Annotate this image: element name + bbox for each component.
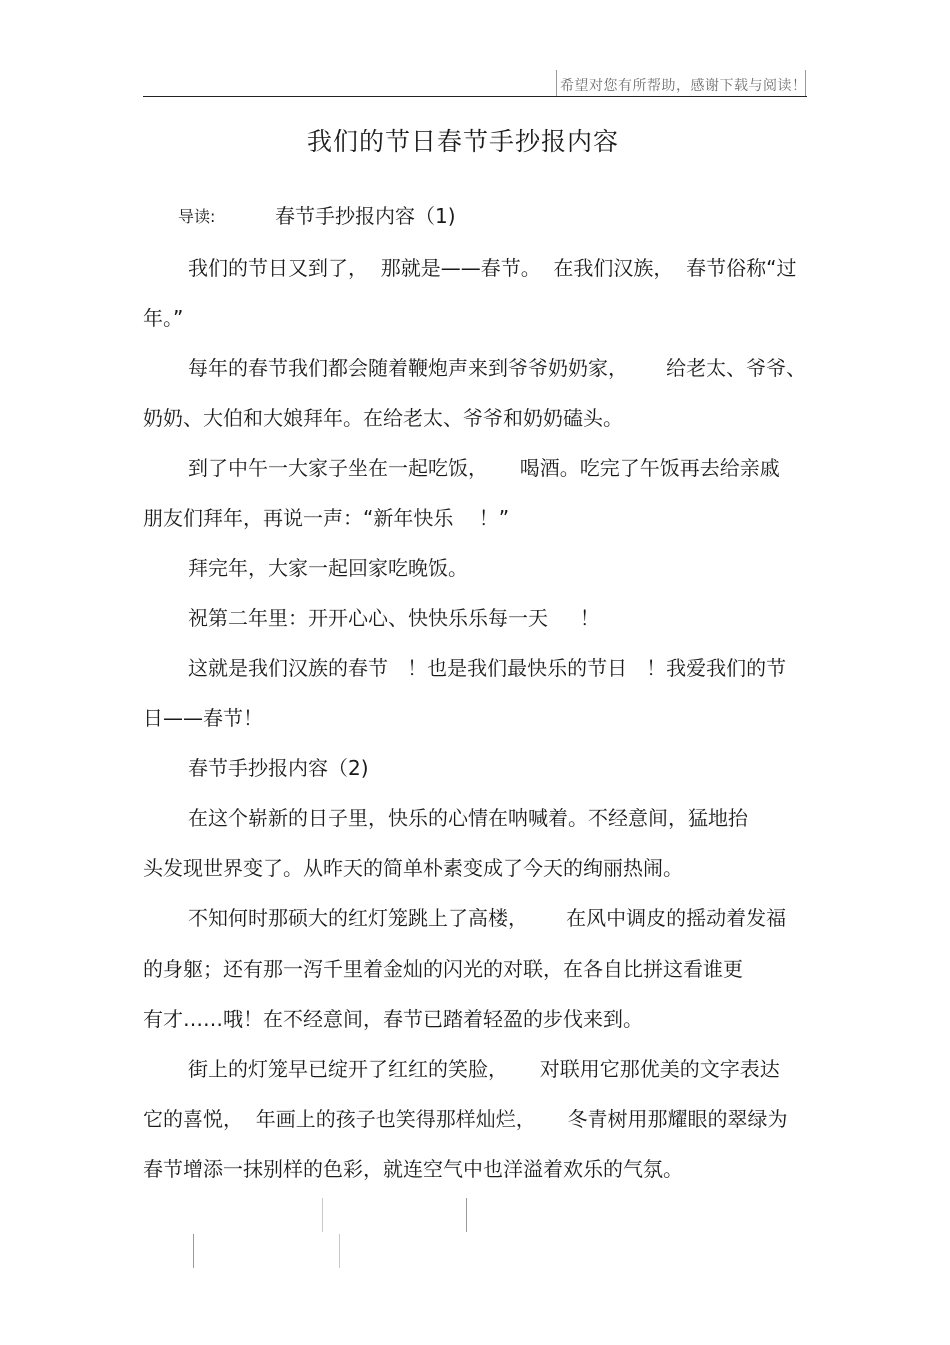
- paragraph-line: 头发现世界变了。从昨天的简单朴素变成了今天的绚丽热闹。: [143, 856, 683, 880]
- paragraph-line: 街上的灯笼早已绽开了红红的笑脸， 对联用它那优美的文字表达: [188, 1057, 780, 1081]
- page-title: 我们的节日春节手抄报内容: [306, 127, 619, 156]
- paragraph-line: 它的喜悦， 年画上的孩子也笑得那样灿烂， 冬青树用那耀眼的翠绿为: [143, 1107, 788, 1131]
- paragraph-line: 奶奶、大伯和大娘拜年。在给老太、爷爷和奶奶磕头。: [143, 406, 623, 430]
- scan-artifact-line: [466, 1198, 467, 1232]
- paragraph-line: 拜完年，大家一起回家吃晚饭。: [188, 556, 468, 580]
- paragraph-line: 年。”: [143, 306, 184, 330]
- paragraph-line: 每年的春节我们都会随着鞭炮声来到爷爷奶奶家， 给老太、爷爷、: [188, 356, 807, 380]
- paragraph-line: 春节增添一抹别样的色彩，就连空气中也洋溢着欢乐的气氛。: [143, 1157, 683, 1181]
- header-rule: [143, 96, 807, 97]
- paragraph-line: 到了中午一大家子坐在一起吃饭， 喝酒。吃完了午饭再去给亲戚: [188, 456, 780, 480]
- section-heading: 春节手抄报内容（2): [188, 756, 369, 780]
- scan-artifact-line: [193, 1234, 194, 1268]
- scan-artifact-line: [322, 1198, 323, 1232]
- paragraph-line: 祝第二年里：开开心心、快快乐乐每一天 ！: [188, 606, 600, 630]
- lead-label: 导读:: [178, 207, 216, 226]
- scan-artifact-line: [339, 1234, 340, 1268]
- paragraph-line: 朋友们拜年，再说一声：“新年快乐 ！”: [143, 506, 510, 530]
- paragraph-line: 这就是我们汉族的春节 ！也是我们最快乐的节日 ！我爱我们的节: [188, 656, 787, 680]
- paragraph-line: 我们的节日又到了， 那就是——春节。 在我们汉族， 春节俗称“过: [188, 256, 797, 280]
- header-note: 希望对您有所帮助，感谢下载与阅读！: [560, 78, 807, 94]
- paragraph-line: 不知何时那硕大的红灯笼跳上了高楼， 在风中调皮的摇动着发福: [188, 906, 787, 930]
- paragraph-line: 日——春节！: [143, 706, 263, 730]
- paragraph-line: 在这个崭新的日子里，快乐的心情在呐喊着。不经意间，猛地抬: [188, 806, 748, 830]
- lead-text: 春节手抄报内容（1): [275, 204, 456, 228]
- paragraph-line: 的身躯；还有那一泻千里着金灿的闪光的对联，在各自比拼这看谁更: [143, 957, 743, 981]
- paragraph-line: 有才……哦！在不经意间，春节已踏着轻盈的步伐来到。: [143, 1007, 643, 1031]
